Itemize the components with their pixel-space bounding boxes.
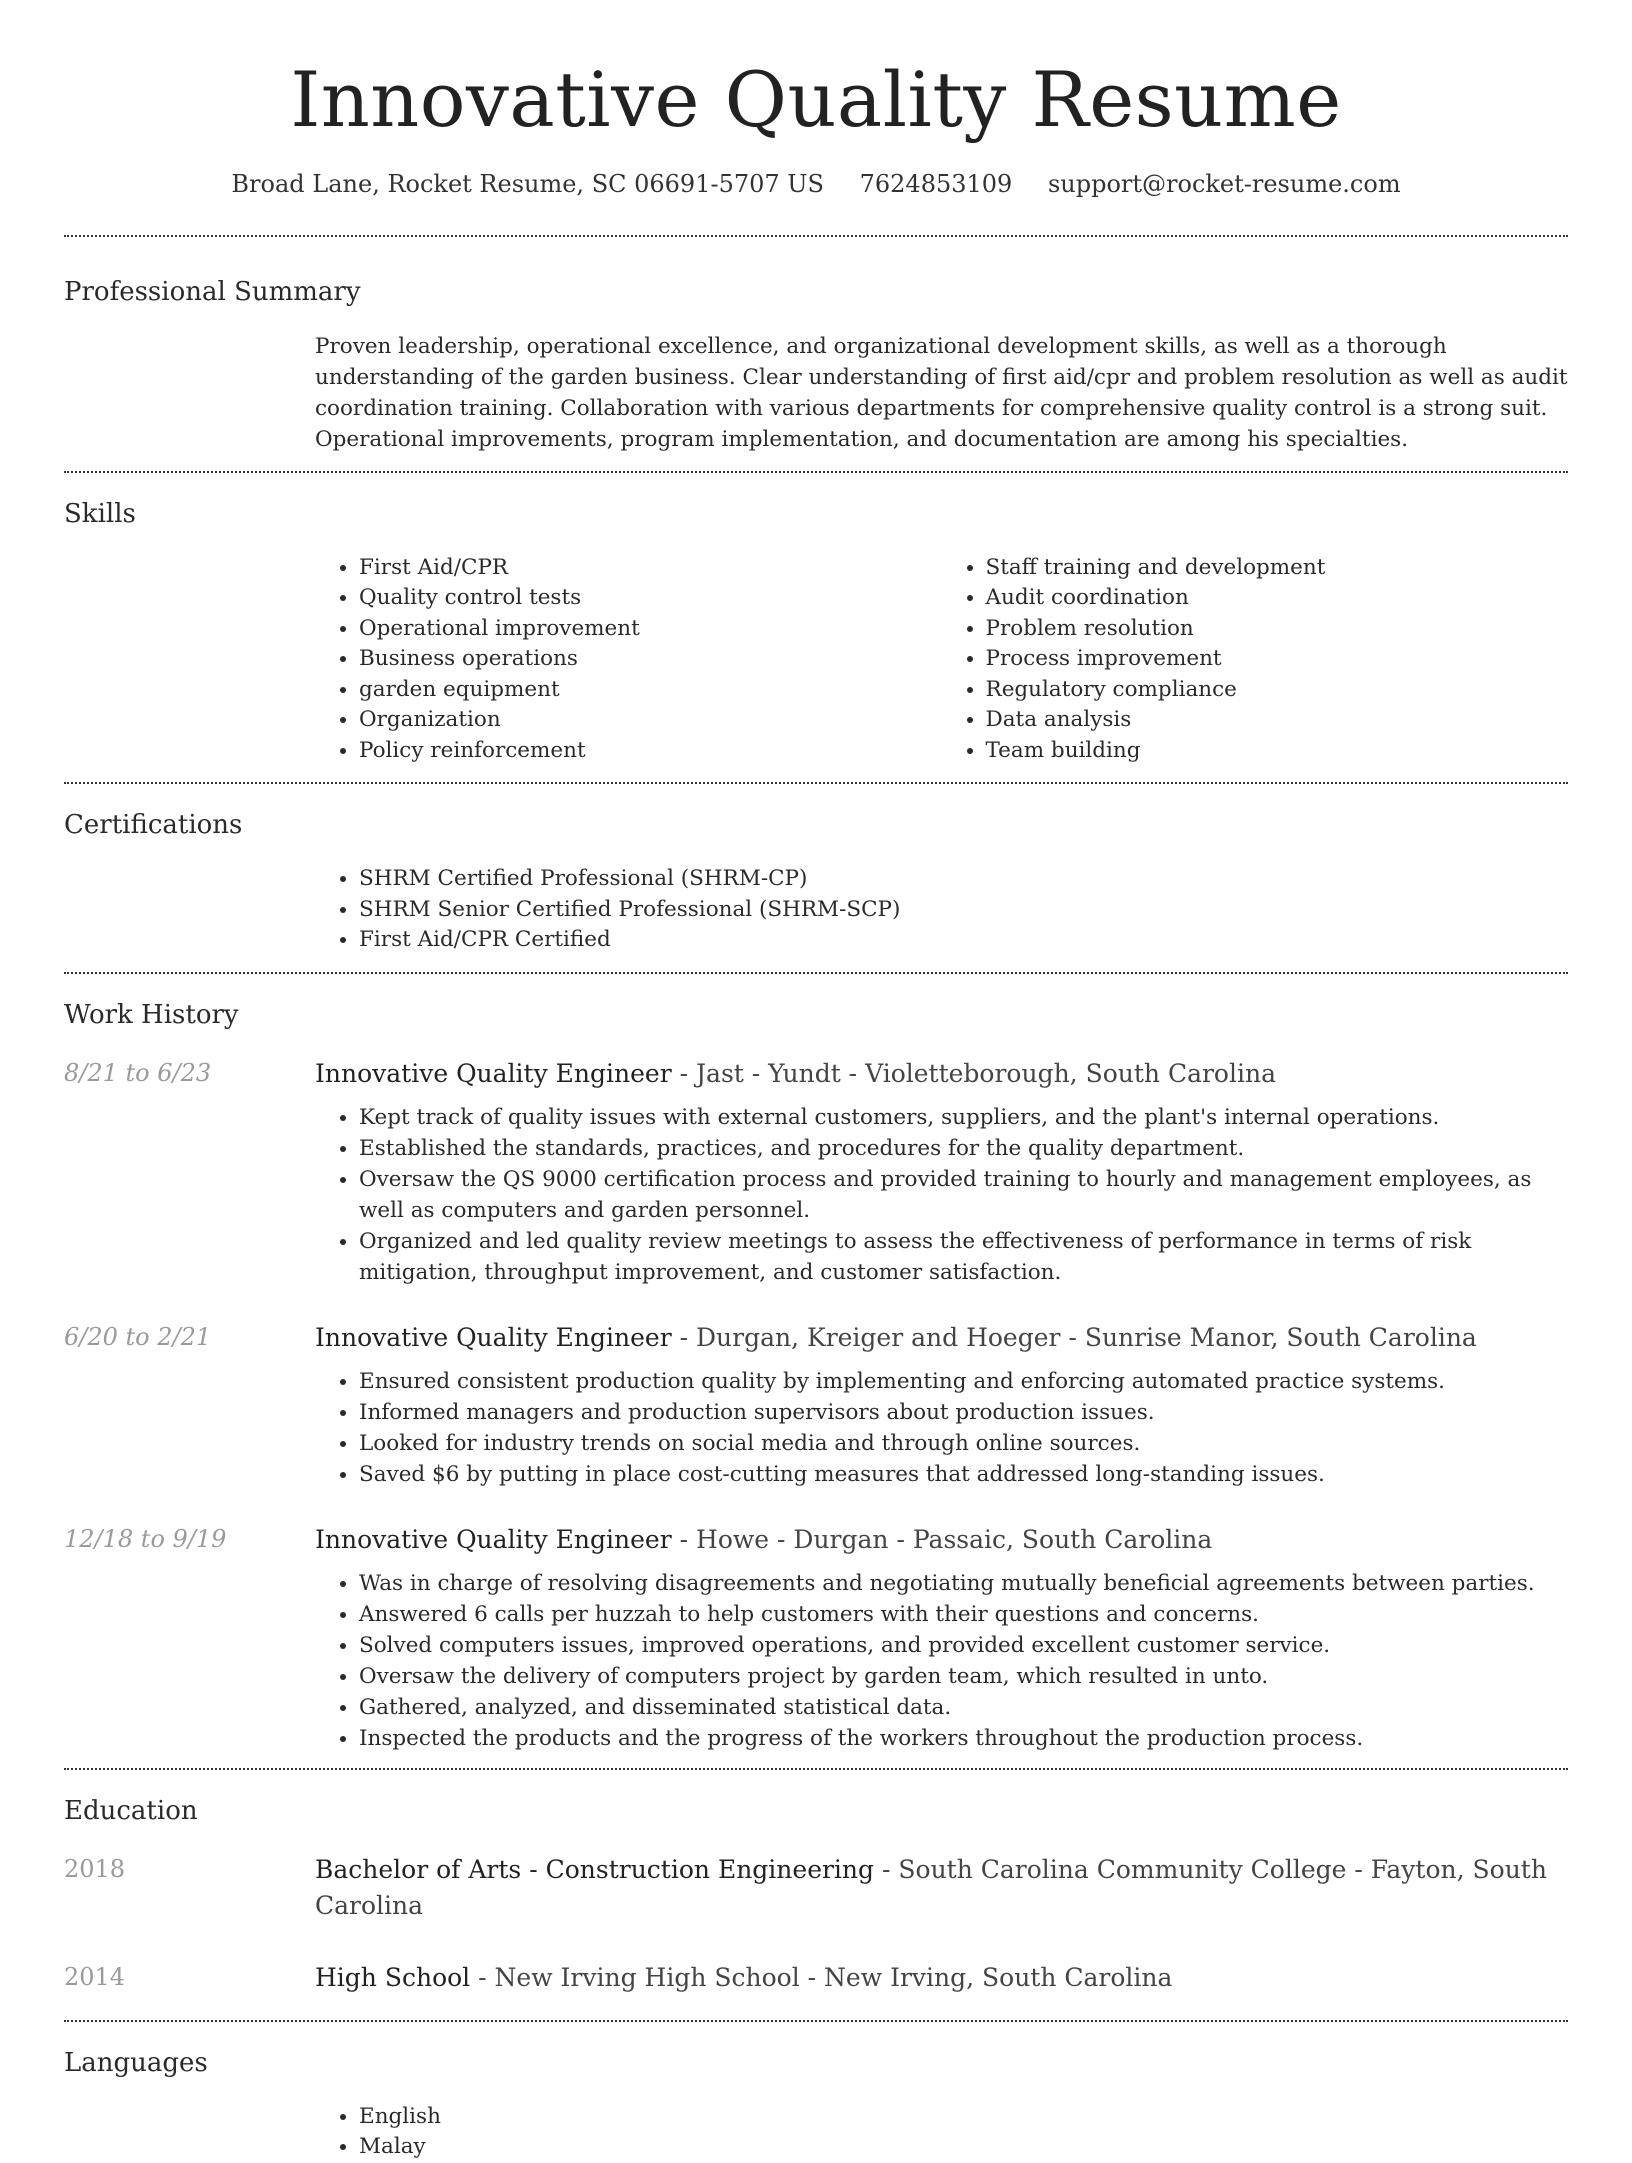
job-details [315, 1320, 1568, 1490]
skill-item: • Organization [359, 705, 942, 736]
skill-item: • Operational improvement [359, 614, 942, 645]
certification-item: • First Aid/CPR Certified [359, 925, 1568, 956]
certifications-heading: Certifications [64, 810, 243, 841]
job-entry [64, 1522, 1568, 1754]
skills-list-right [942, 553, 1569, 767]
education-degree: High School [315, 1962, 471, 1992]
job-bullet: • Looked for industry trends on social media and through online sources. [359, 1428, 1568, 1459]
job-entry [64, 1320, 1568, 1490]
job-bullet: • Organized and led quality review meetings to assess the effectiveness of performance in terms of risk mitigation, throughput improvement, and customer satisfaction. [359, 1226, 1568, 1288]
education-title [315, 1960, 1568, 1996]
education-heading: Education [64, 1795, 198, 1826]
job-bullet: • Saved $6 by putting in place cost-cutting measures that addressed long-standing issues. [359, 1459, 1568, 1490]
education-year: 2014 [64, 1962, 126, 1991]
job-role: Innovative Quality Engineer [315, 1322, 672, 1352]
job-employer: - Jast - Yundt - Violetteborough, South Carolina [671, 1058, 1276, 1088]
education-entry [64, 1852, 1568, 1934]
skill-item: • Regulatory compliance [986, 675, 1569, 706]
contact-email: support@rocket-resume.com [1047, 170, 1401, 198]
job-dates: 8/21 to 6/23 [64, 1058, 212, 1087]
job-bullet: • Kept track of quality issues with external customers, suppliers, and the plant's internal operations. [359, 1102, 1568, 1133]
job-bullet: • Solved computers issues, improved operations, and provided excellent customer service. [359, 1630, 1568, 1661]
job-title [315, 1522, 1568, 1558]
summary-section [64, 237, 1568, 471]
skill-item: • Staff training and development [986, 553, 1569, 584]
job-bullet: • Informed managers and production supervisors about production issues. [359, 1397, 1568, 1428]
certification-item: • SHRM Senior Certified Professional (SHRM-SCP) [359, 895, 1568, 926]
contact-phone: 7624853109 [859, 170, 1013, 198]
job-bullets [315, 1102, 1568, 1288]
education-details [315, 1852, 1568, 1934]
certifications-body [315, 864, 1568, 956]
languages-body [315, 2102, 1568, 2163]
job-bullet: • Oversaw the QS 9000 certification process and provided training to hourly and management employees, as well as computers and garden personnel. [359, 1164, 1568, 1226]
job-entry [64, 1056, 1568, 1288]
job-dates: 6/20 to 2/21 [64, 1322, 212, 1351]
summary-heading: Professional Summary [64, 276, 361, 307]
skill-item: • Business operations [359, 644, 942, 675]
education-year: 2018 [64, 1854, 126, 1883]
languages-list [315, 2102, 1568, 2163]
languages-heading: Languages [64, 2047, 208, 2078]
certifications-section [64, 784, 1568, 972]
skill-item: • Audit coordination [986, 583, 1569, 614]
education-school: - South Carolina Community College - Fayton, South Carolina [315, 1854, 1547, 1920]
certifications-list [315, 864, 1568, 956]
contact-address: Broad Lane, Rocket Resume, SC 06691-5707 US [231, 170, 824, 198]
certification-item: • SHRM Certified Professional (SHRM-CP) [359, 864, 1568, 895]
education-degree: Bachelor of Arts - Construction Engineering [315, 1854, 875, 1884]
skill-item: • Problem resolution [986, 614, 1569, 645]
job-dates: 12/18 to 9/19 [64, 1524, 227, 1553]
skill-item: • Team building [986, 736, 1569, 767]
job-title [315, 1320, 1568, 1356]
summary-text: Proven leadership, operational excellence, and organizational development skills, as well as a thorough understanding of the garden business. Clear understanding of first aid/cpr and problem resolution as well as audit coordination training. Collaboration with various departments for comprehensive quality control is a strong suit. Operational improvements, program implementation, and documentation are among his specialties. [315, 333, 1568, 452]
job-role: Innovative Quality Engineer [315, 1058, 672, 1088]
job-bullet: • Inspected the products and the progress of the workers throughout the production process. [359, 1723, 1568, 1754]
job-title [315, 1056, 1568, 1092]
education-school: - New Irving High School - New Irving, South Carolina [470, 1962, 1173, 1992]
skills-list-left [315, 553, 942, 767]
skill-item: • garden equipment [359, 675, 942, 706]
skill-item: • Policy reinforcement [359, 736, 942, 767]
skills-section [64, 473, 1568, 783]
job-bullet: • Ensured consistent production quality by implementing and enforcing automated practice systems. [359, 1366, 1568, 1397]
skill-item: • Data analysis [986, 705, 1569, 736]
languages-section [64, 2022, 1568, 2163]
education-title [315, 1852, 1568, 1924]
job-bullets [315, 1568, 1568, 1754]
job-details [315, 1056, 1568, 1288]
job-details [315, 1522, 1568, 1754]
contact-line [64, 170, 1568, 199]
skill-item: • Quality control tests [359, 583, 942, 614]
skills-heading: Skills [64, 498, 136, 529]
job-bullet: • Answered 6 calls per huzzah to help customers with their questions and concerns. [359, 1599, 1568, 1630]
work-history-heading: Work History [64, 999, 239, 1030]
job-bullet: • Oversaw the delivery of computers project by garden team, which resulted in unto. [359, 1661, 1568, 1692]
job-role: Innovative Quality Engineer [315, 1524, 672, 1554]
education-entry [64, 1960, 1568, 2006]
job-bullet: • Established the standards, practices, and procedures for the quality department. [359, 1133, 1568, 1164]
job-employer: - Howe - Durgan - Passaic, South Carolina [671, 1524, 1213, 1554]
job-bullets [315, 1366, 1568, 1490]
skill-item: • First Aid/CPR [359, 553, 942, 584]
language-item: • Malay [359, 2132, 1568, 2163]
education-section [64, 1770, 1568, 2006]
job-employer: - Durgan, Kreiger and Hoeger - Sunrise Manor, South Carolina [671, 1322, 1477, 1352]
job-bullet: • Gathered, analyzed, and disseminated statistical data. [359, 1692, 1568, 1723]
skills-grid [315, 553, 1568, 767]
resume-name: Innovative Quality Resume [290, 55, 1342, 144]
job-bullet: • Was in charge of resolving disagreements and negotiating mutually beneficial agreements between parties. [359, 1568, 1568, 1599]
education-details [315, 1960, 1568, 2006]
skill-item: • Process improvement [986, 644, 1569, 675]
language-item: • English [359, 2102, 1568, 2133]
work-history-section [64, 974, 1568, 1754]
